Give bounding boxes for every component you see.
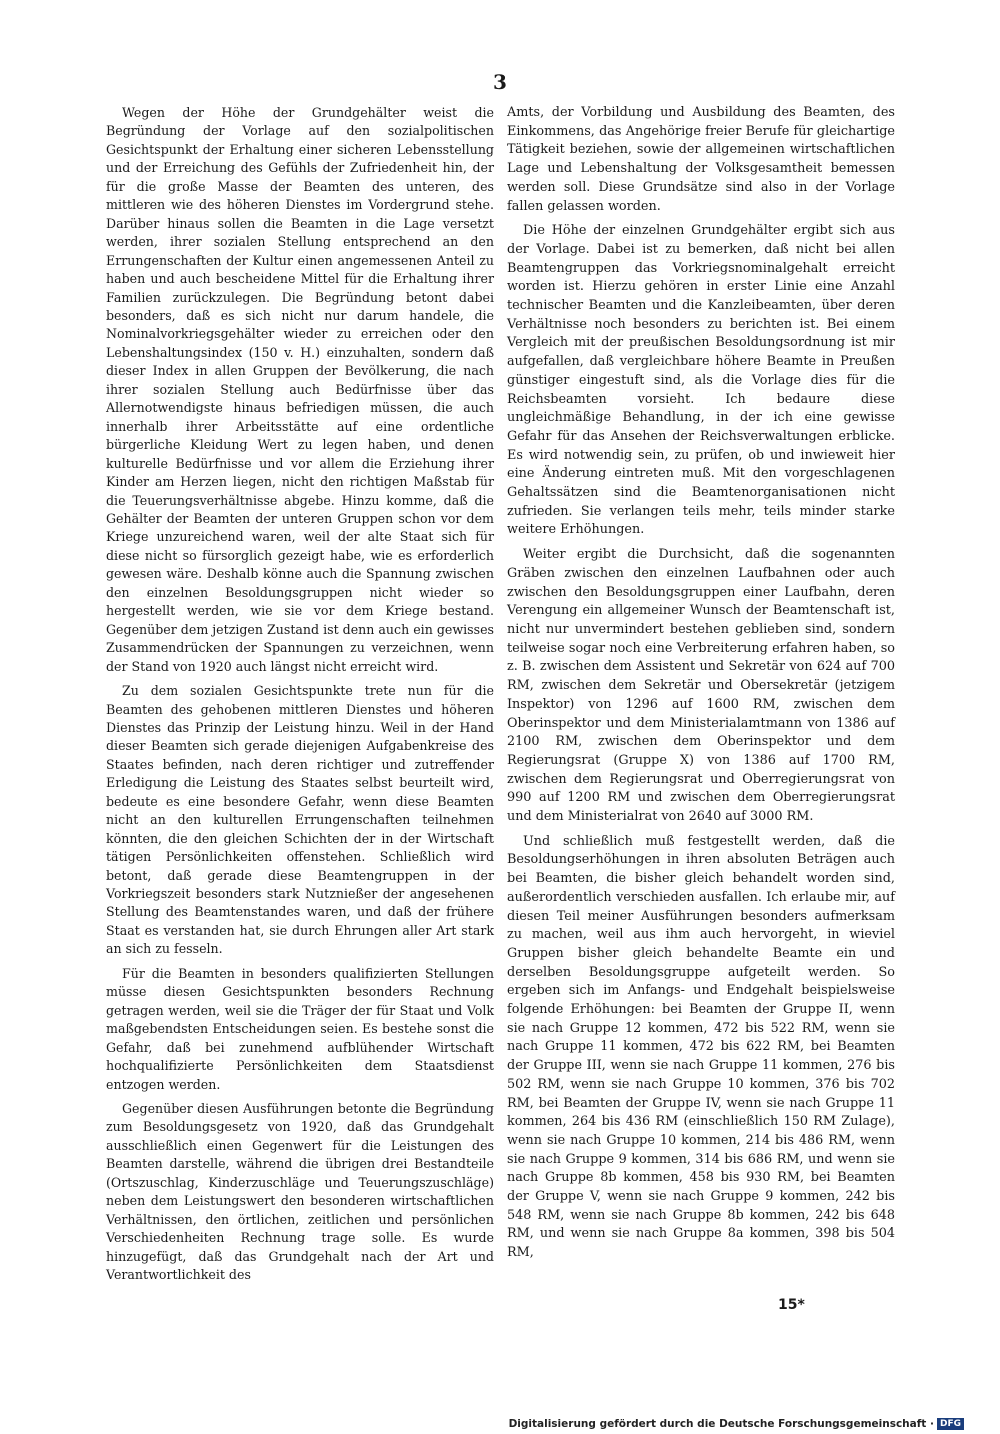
paragraph: Für die Beamten in besonders qualifizierten Stellungen müsse diesen Gesichtspunkten besonders Rechnung getragen werden, weil sie die Träger der für Staat und Volk maßgebendsten Entscheidungen seien. Es bestehe sonst die Gefahr, daß bei zunehmend aufblühender Wirtschaft hochqualifizierte Persönlichkeiten dem Staatsdienst entzogen werden. (106, 965, 494, 1092)
paragraph: Amts, der Vorbildung und Ausbildung des Beamten, des Einkommens, das Angehörige freier Berufe für gleichartige Tätigkeit beziehen, sowie der allgemeinen wirtschaftlichen Lage und Lebenshaltung der Volksgesamtheit bemessen werden soll. Diese Grundsätze sind also in der Vorlage fallen gelassen worden. (507, 105, 895, 214)
paragraph: Weiter ergibt die Durchsicht, daß die sogenannten Gräben zwischen den einzelnen Laufbahnen oder auch zwischen den Besoldungsgruppen einer Laufbahn, deren Verengung ein allgemeiner Wunsch der Beamtenschaft ist, nicht nur unvermindert bestehen geblieben sind, sondern teilweise sogar noch eine Verbreiterung erfahren haben, so z. B. zwischen dem Assistent und Sekretär von 624 auf 700 RM, zwischen dem Sekretär und Obersekretär (jetzigem Inspektor) von 1296 auf 1600 RM, zwischen dem Oberinspektor und dem Ministerialamtmann von 1386 auf 2100 RM, zwischen dem Oberinspektor und dem Regierungsrat (Gruppe X) von 1386 auf 1700 RM, zwischen dem Regierungsrat und Oberregierungsrat von 990 auf 1200 RM und zwischen dem Oberregierungsrat und dem Ministerialrat von 2640 auf 3000 RM. (507, 547, 895, 825)
paragraph: Die Höhe der einzelnen Grundgehälter ergibt sich aus der Vorlage. Dabei ist zu bemerken, daß nicht bei allen Beamtengruppen das Vorkriegsnominalgehalt erreicht worden ist. Hierzu gehören in erster Linie eine Anzahl technischer Beamten und die Kanzleibeamten, über deren Verhältnisse noch besonders zu berichten ist. Bei einem Vergleich mit der preußischen Besoldungsordnung ist mir aufgefallen, daß vergleichbare höhere Beamte in Preußen günstiger eingestuft sind, als die Vorlage dies für die Reichsbeamten vorsieht. Ich bedaure diese ungleichmäßige Behandlung, in der ich eine gewisse Gefahr für das Ansehen der Reichsverwaltungen erblicke. Es wird notwendig sein, zu prüfen, ob und inwieweit hier eine Änderung eintreten muß. Mit den vorgeschlagenen Gehaltssätzen sind die Beamtenorganisationen nicht zufrieden. Sie verlangen teils mehr, teils minder starke weitere Erhöhungen. (507, 223, 895, 538)
paragraph: Und schließlich muß festgestellt werden, daß die Besoldungserhöhungen in ihren absoluten Beträgen auch bei Beamten, die bisher gleich behandelt worden sind, außerordentlich verschieden ausfallen. Ich erlaube mir, auf diesen Teil meiner Ausführungen besonders aufmerksam zu machen, weil aus ihm auch hervorgeht, in wieviel Gruppen bisher gleich behandelte Beamte ein und derselben Besoldungsgruppe aufgeteilt werden. So ergeben sich im Anfangs- und Endgehalt beispielsweise folgende Erhöhungen: bei Beamten der Gruppe II, wenn sie nach Gruppe 12 kommen, 472 bis 522 RM, wenn sie nach Gruppe 11 kommen, 472 bis 622 RM, bei Beamten der Gruppe III, wenn sie nach Gruppe 11 kommen, 276 bis 502 RM, wenn sie nach Gruppe 10 kommen, 376 bis 702 RM, bei Beamten der Gruppe IV, wenn sie nach Gruppe 11 kommen, 264 bis 436 RM (einschließlich 150 RM Zulage), wenn sie nach Gruppe 10 kommen, 214 bis 486 RM, wenn sie nach Gruppe 9 kommen, 314 bis 686 RM, und wenn sie nach Gruppe 8b kommen, 458 bis 930 RM, bei Beamten der Gruppe V, wenn sie nach Gruppe 9 kommen, 242 bis 548 RM, wenn sie nach Gruppe 8b kommen, 242 bis 648 RM, und wenn sie nach Gruppe 8a kommen, 398 bis 504 RM, (507, 833, 895, 1261)
left-column (106, 104, 494, 1285)
paragraph: Zu dem sozialen Gesichtspunkte trete nun für die Beamten des gehobenen mittleren Dienstes und höheren Dienstes das Prinzip der Leistung hinzu. Weil in der Hand dieser Beamten sich gerade diejenigen Aufgabenkreise des Staates befinden, nach deren richtiger und zutreffender Erledigung die Leistung des Staates selbst beurteilt wird, bedeute es eine besondere Gefahr, wenn diese Beamten nicht an den kulturellen Errungenschaften teilnehmen könnten, die den gleichen Schichten der in der Wirtschaft tätigen Persönlichkeiten offenstehen. Schließlich wird betont, daß gerade diese Beamtengruppen in der Vorkriegszeit besonders stark Nutznießer der angesehenen Stellung des Beamtenstandes waren, und daß der frühere Staat es verstanden hat, sie durch Ehrungen aller Art stark an sich zu fesseln. (106, 683, 494, 957)
right-column (507, 104, 895, 1263)
paragraph: Gegenüber diesen Ausführungen betonte die Begründung zum Besoldungsgesetz von 1920, daß das Grundgehalt ausschließlich einen Gegenwert für die Leistungen des Beamten darstelle, während die übrigen drei Bestandteile (Ortszuschlag, Kinderzuschläge und Teuerungszuschläge) neben dem Leistungswert den besonderen wirtschaftlichen Verhältnissen, den örtlichen, zeitlichen und persönlichen Verschiedenheiten Rechnung trage solle. Es wurde hinzugefügt, daß das Grundgehalt nach der Art und Verantwortlichkeit des (106, 1101, 494, 1283)
signature-mark: 15* (778, 1297, 805, 1313)
footer-text: Digitalisierung gefördert durch die Deutsche Forschungsgemeinschaft · (508, 1418, 934, 1430)
page-number: 3 (493, 70, 507, 94)
footer (509, 1418, 964, 1430)
paragraph: Wegen der Höhe der Grundgehälter weist die Begründung der Vorlage auf den sozialpolitischen Gesichtspunkt der Erhaltung einer sicheren Lebensstellung und der Erreichung des Gefühls der Zufriedenheit hin, der für die große Masse der Beamten des unteren, des mittleren wie des höheren Dienstes im Vordergrund stehe. Darüber hinaus sollen die Beamten in die Lage versetzt werden, ihrer sozialen Stellung entsprechend an den Errungenschaften der Kultur einen angemessenen Anteil zu haben und auch bescheidene Mittel für die Erhaltung ihrer Familien zurückzulegen. Die Begründung betont dabei besonders, daß es sich nicht nur darum handele, die Nominalvorkriegsgehälter wieder zu erreichen oder den Lebenshaltungsindex (150 v. H.) einzuhalten, sondern daß dieser Index in allen Gruppen der Bevölkerung, die nach ihrer sozialen Stellung auch Bedürfnisse über das Allernotwendigste hinaus befriedigen müssen, die auch innerhalb ihrer Arbeitsstätte auf eine ordentliche bürgerliche Kleidung Wert zu legen haben, und denen kulturelle Bedürfnisse und vor allem die Erziehung ihrer Kinder am Herzen liegen, nicht den richtigen Maßstab für die Teuerungsverhältnisse abgebe. Hinzu komme, daß die Gehälter der Beamten der unteren Gruppen schon vor dem Kriege unzureichend waren, weil der alte Staat sich für diese nicht so fürsorglich gezeigt habe, wie es erforderlich gewesen wäre. Deshalb könne auch die Spannung zwischen den einzelnen Besoldungsgruppen nicht wieder so hergestellt werden, wie sie vor dem Kriege bestand. Gegenüber dem jetzigen Zustand ist denn auch ein gewisses Zusammendrücken der Spannungen zu verzeichnen, wenn der Stand von 1920 auch längst nicht erreicht wird. (106, 105, 494, 674)
dfg-logo: DFG (937, 1418, 964, 1430)
